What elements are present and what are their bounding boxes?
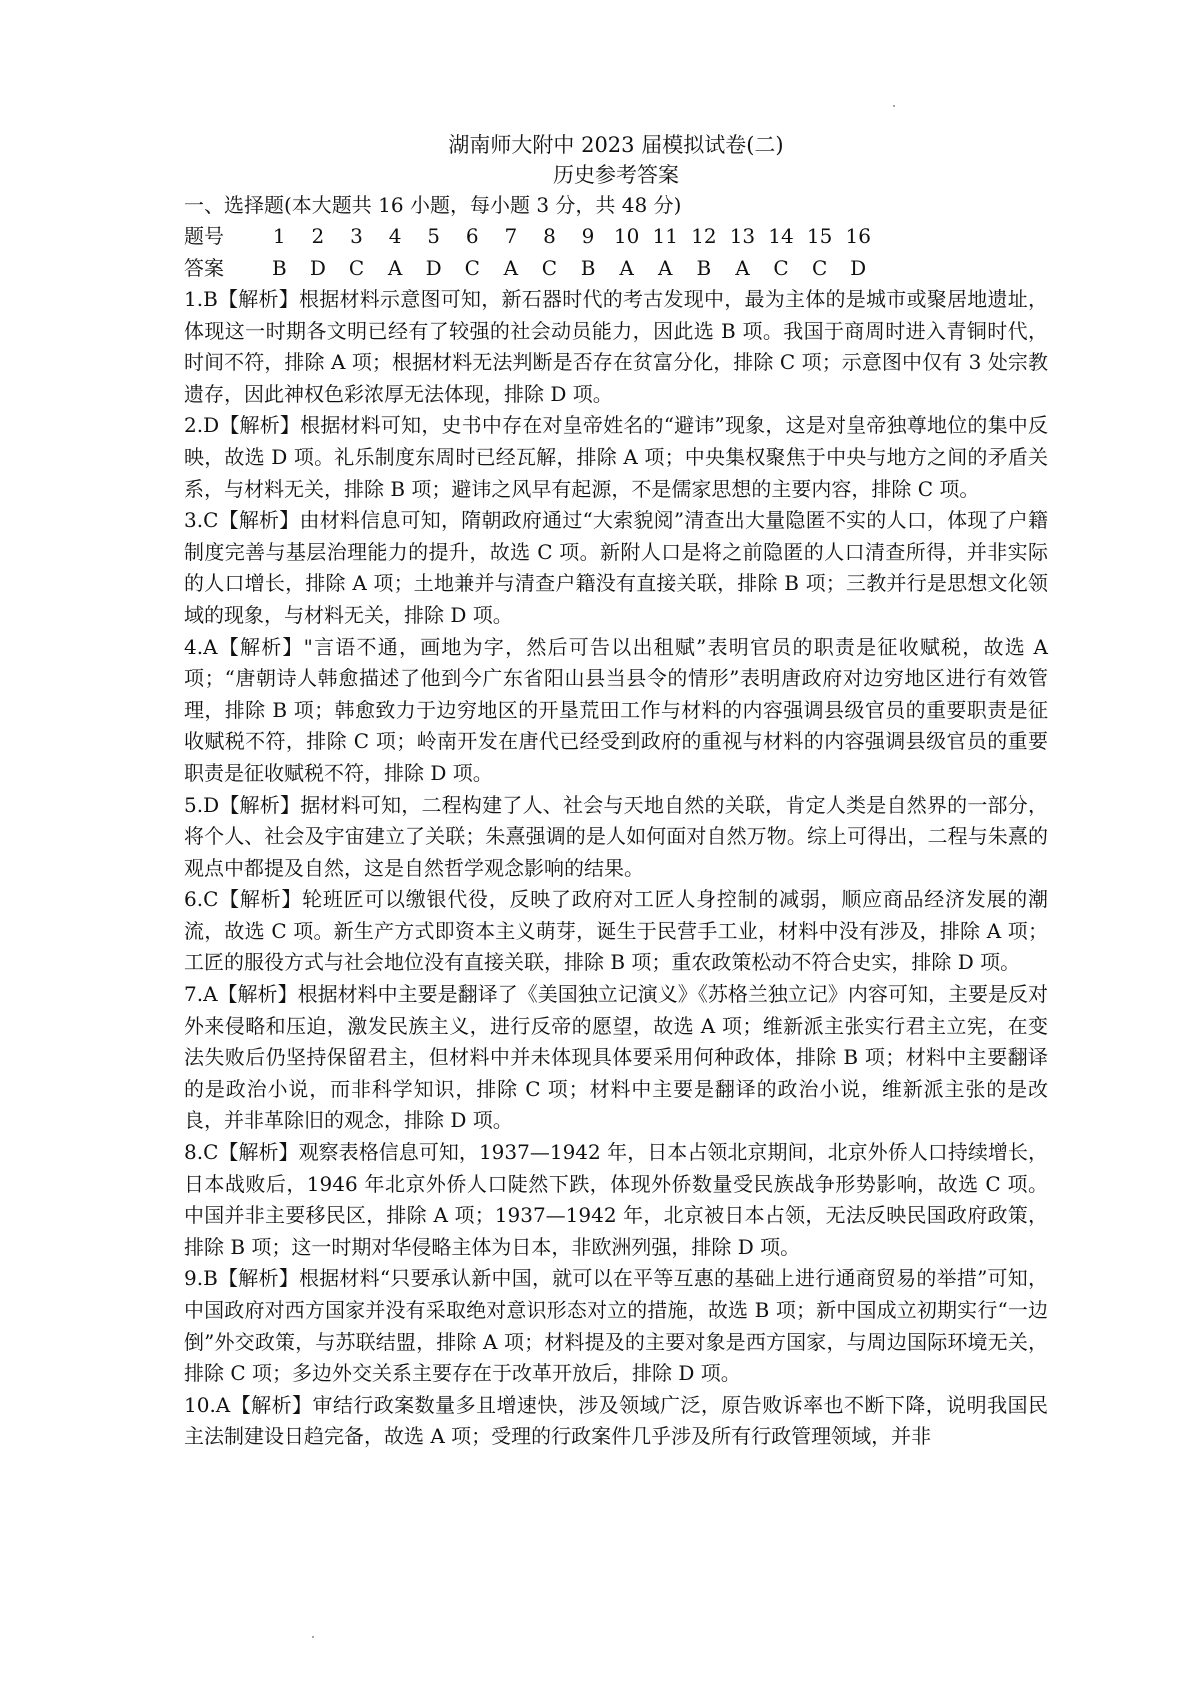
question-number: 10	[613, 224, 640, 248]
item-text: 根据材料中主要是翻译了《美国独立记演义》《苏格兰独立记》内容可知，主要是反对外来侵略和压迫，激发民族主义，进行反帝的愿望，故选 A 项；维新派主张实行君主立宪，在变法失败后仍坚持保留君主，但材料中并未体现具体要采用何种政体，排除 B 项；材料中主要翻译的是政治小说，而非科学知识，排除 C 项；材料中主要是翻译的政治小说，维新派主张的是改良，并非革除旧的观念，排除 D 项。	[184, 982, 1049, 1133]
question-number: 7	[504, 224, 518, 248]
item-heading: 6.C【解析】	[184, 887, 303, 912]
explanation-item-3	[184, 505, 1048, 631]
answer-letter: A	[387, 256, 403, 280]
question-number: 9	[581, 224, 595, 248]
explanation-item-10	[184, 1390, 1048, 1453]
explanation-item-5	[184, 790, 1048, 885]
item-heading: 3.C【解析】	[184, 508, 300, 533]
answer-letter: C	[811, 256, 828, 280]
explanation-item-8	[184, 1137, 1048, 1263]
item-text: 据材料可知，二程构建了人、社会与天地自然的关联，肯定人类是自然界的一部分，将个人、社会及宇宙建立了关联；朱熹强调的是人如何面对自然万物。综上可得出，二程与朱熹的观点中都提及自然，这是自然哲学观念影响的结果。	[184, 792, 1048, 880]
answer-document	[184, 130, 1048, 1453]
answer-letter: A	[619, 256, 634, 280]
document-title: 湖南师大附中 2023 届模拟试卷(二)	[448, 133, 784, 157]
number-row-label: 题号	[184, 224, 224, 248]
question-number: 13	[729, 224, 756, 248]
question-number: 12	[691, 224, 717, 248]
question-number: 11	[652, 224, 678, 248]
item-text: 观察表格信息可知，1937—1942 年，日本占领北京期间，北京外侨人口持续增长，日本战败后，1946 年北京外侨人口陡然下跌，体现外侨数量受民族战争形势影响，故选 C 项。中国并非主要移民区，排除 A 项；1937—1942 年，北京被日本占领，无法反映民国政府政策，排除 B 项；这一时期对华侵略主体为日本，非欧洲列强，排除 D 项。	[184, 1140, 1048, 1259]
item-heading: 4.A【解析】	[184, 634, 304, 659]
answer-letter: A	[658, 256, 673, 280]
item-text: 轮班匠可以缴银代役，反映了政府对工匠人身控制的减弱，顺应商品经济发展的潮流，故选 C 项。新生产方式即资本主义萌芽，诞生于民营手工业，材料中没有涉及，排除 A 项；工匠的服役方式与社会地位没有直接关联，排除 B 项；重农政策松动不符合史实，排除 D 项。	[184, 887, 1049, 975]
answer-letter: A	[735, 256, 750, 280]
item-text: "言语不通，画地为字，然后可告以出租赋”表明官员的职责是征收赋税，故选 A 项；“唐朝诗人韩愈描述了他到今广东省阳山县当县令的情形”表明唐政府对边穷地区进行有效管理，排除 B 项；韩愈致力于边穷地区的开垦荒田工作与材料的内容强调县级官员的重要职责是征收赋税不符，排除 C 项；岭南开发在唐代已经受到政府的重视与材料的内容强调县级官员的重要职责是征收赋税不符，排除 D 项。	[184, 634, 1048, 785]
explanation-item-1	[184, 284, 1048, 410]
explanation-item-2	[184, 410, 1048, 505]
answer-letter: D	[425, 256, 442, 280]
item-text: 由材料信息可知，隋朝政府通过“大索貌阅”清查出大量隐匿不实的人口，体现了户籍制度完善与基层治理能力的提升，故选 C 项。新附人口是将之前隐匿的人口清查所得，并非实际的人口增长，排除 A 项；土地兼并与清查户籍没有直接关联，排除 B 项；三教并行是思想文化领域的现象，与材料无关，排除 D 项。	[184, 508, 1048, 627]
question-number: 2	[311, 224, 325, 248]
item-text: 审结行政案数量多且增速快，涉及领域广泛，原告败诉率也不断下降，说明我国民主法制建设日趋完备，故选 A 项；受理的行政案件几乎涉及所有行政管理领域，并非	[184, 1392, 1048, 1449]
question-number: 15	[806, 224, 833, 248]
item-heading: 2.D【解析】	[184, 413, 301, 438]
question-number: 8	[543, 224, 556, 248]
answer-letter: B	[271, 256, 287, 280]
item-heading: 5.D【解析】	[184, 792, 301, 817]
question-number: 1	[272, 224, 286, 248]
item-text: 根据材料“只要承认新中国，就可以在平等互惠的基础上进行通商贸易的举措”可知，中国政府对西方国家并没有采取绝对意识形态对立的措施，故选 B 项；新中国成立初期实行“一边倒”外交政策，与苏联结盟，排除 A 项；材料提及的主要对象是西方国家，与周边国际环境无关，排除 C 项；多边外交关系主要存在于改革开放后，排除 D 项。	[184, 1266, 1049, 1386]
document-subtitle: 历史参考答案	[553, 163, 679, 187]
answer-letter: D	[850, 256, 867, 280]
question-number: 3	[350, 224, 363, 248]
question-number: 4	[388, 224, 402, 248]
item-text: 根据材料可知，史书中存在对皇帝姓名的“避讳”现象，这是对皇帝独尊地位的集中反映，故选 D 项。礼乐制度东周时已经瓦解，排除 A 项；中央集权聚焦于中央与地方之间的矛盾关系，与材料无关，排除 B 项；避讳之风早有起源，不是儒家思想的主要内容，排除 C 项。	[184, 413, 1048, 501]
answer-letter: B	[696, 256, 712, 280]
item-heading: 7.A【解析】	[184, 982, 298, 1007]
answer-letter: A	[503, 256, 519, 280]
question-number: 14	[768, 224, 794, 248]
question-number: 6	[465, 224, 479, 248]
answer-row-label: 答案	[184, 256, 224, 280]
answer-letter: C	[348, 256, 365, 280]
item-text: 根据材料示意图可知，新石器时代的考古发现中，最为主体的是城市或聚居地遗址，体现这一时期各文明已经有了较强的社会动员能力，因此选 B 项。我国于商周时进入青铜时代，时间不符，排除 A 项；根据材料无法判断是否存在贫富分化，排除 C 项；示意图中仅有 3 处宗教遗存，因此神权色彩浓厚无法体现，排除 D 项。	[184, 287, 1049, 406]
item-heading: 9.B【解析】	[184, 1266, 299, 1291]
question-number: 16	[845, 224, 871, 248]
answer-letter: C	[541, 256, 558, 280]
explanation-item-9	[184, 1263, 1048, 1389]
item-heading: 8.C【解析】	[184, 1140, 299, 1165]
answer-letter: D	[309, 256, 326, 280]
scan-speck-bottom	[312, 1636, 314, 1638]
answer-row	[184, 252, 1048, 284]
item-heading: 10.A【解析】	[184, 1392, 313, 1417]
explanation-item-6	[184, 884, 1048, 979]
question-number: 5	[427, 224, 441, 248]
item-heading: 1.B【解析】	[184, 287, 300, 311]
number-row	[184, 220, 1048, 252]
answer-letter: C	[773, 256, 789, 280]
explanation-item-4	[184, 632, 1048, 790]
explanation-item-7	[184, 979, 1048, 1137]
scan-speck-top	[893, 105, 895, 107]
answer-letter: B	[580, 256, 596, 280]
answer-letter: C	[464, 256, 480, 280]
section-heading: 一、选择题(本大题共 16 小题，每小题 3 分，共 48 分)	[184, 193, 682, 217]
